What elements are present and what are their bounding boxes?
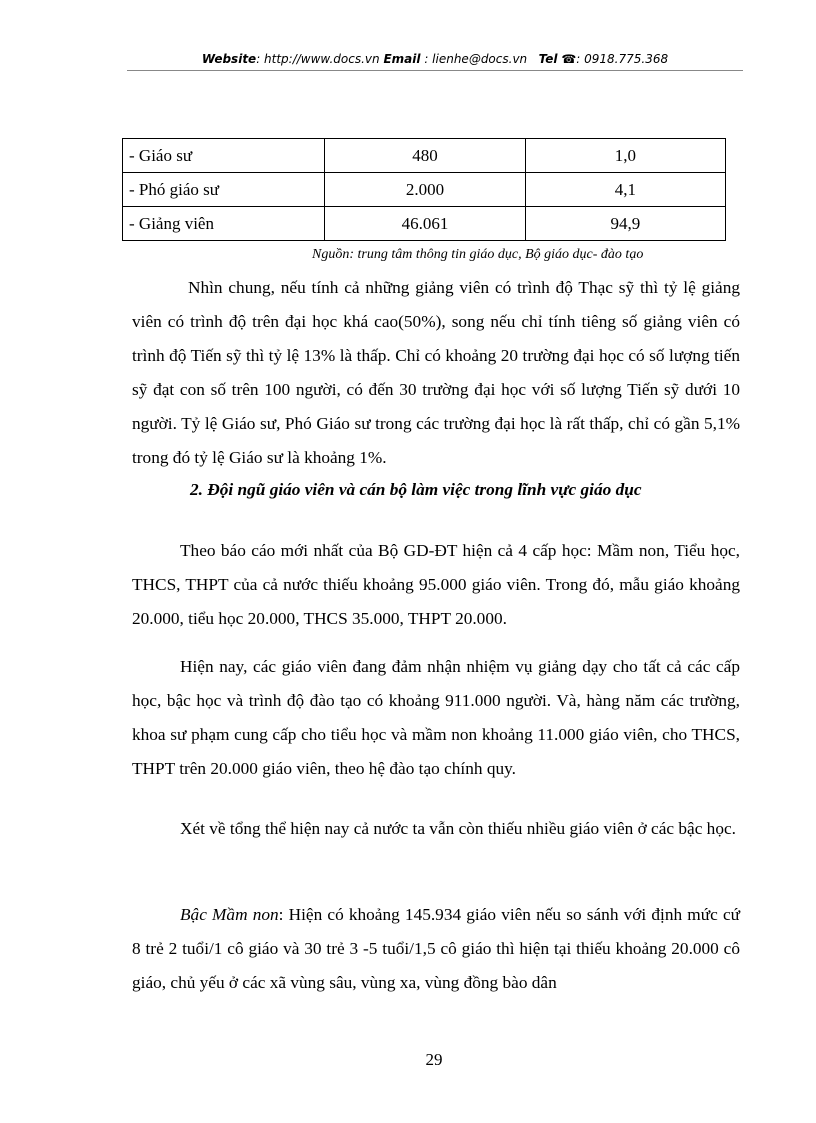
website-label: Website (201, 52, 257, 66)
email-value[interactable]: : lienhe@docs.vn (420, 52, 528, 66)
row-label: - Giáo sư (123, 139, 325, 173)
row-label: - Giảng viên (123, 207, 325, 241)
paragraph-current-teachers: Hiện nay, các giáo viên đang đảm nhận nhiệm vụ giảng dạy cho tất cả các cấp học, bậc học và trình độ đào tạo có khoảng 911.000 người. Và, hàng năm các trường, khoa sư phạm cung cấp cho tiểu học và mầm non khoảng 11.000 giáo viên, cho THCS, THPT trên 20.000 giáo viên, theo hệ đào tạo chính quy. (132, 657, 740, 778)
header-divider (127, 70, 743, 71)
website-value[interactable]: : http://www.docs.vn (256, 52, 380, 66)
row-percent: 1,0 (525, 139, 725, 173)
row-count: 480 (325, 139, 525, 173)
table-row (123, 207, 726, 241)
source-note: Nguồn: trung tâm thông tin giáo dục, Bộ giáo dục- đào tạo (312, 247, 644, 262)
table-row (123, 173, 726, 207)
preschool-lead: Bậc Mầm non (180, 905, 279, 924)
row-count: 2.000 (325, 173, 525, 207)
tel-label: Tel (538, 52, 558, 66)
paragraph-overall: Xét về tổng thể hiện nay cả nước ta vẫn còn thiếu nhiều giáo viên ở các bậc học. (180, 819, 736, 838)
table-row (123, 139, 726, 173)
row-label: - Phó giáo sư (123, 173, 325, 207)
tel-value: : 0918.775.368 (576, 52, 669, 66)
email-label: Email (383, 52, 421, 66)
staff-table (122, 138, 726, 241)
page-header (127, 50, 743, 68)
preschool-text: : Hiện có khoảng 145.934 giáo viên nếu so sánh với định mức cứ 8 trẻ 2 tuổi/1 cô giáo và 30 trẻ 3 -5 tuổi/1,5 cô giáo thì hiện tại thiếu khoảng 20.000 cô giáo, chủ yếu ở các xã vùng sâu, vùng xa, vùng đồng bào dân (132, 905, 740, 992)
paragraph-preschool (132, 898, 740, 1000)
section-heading: 2. Đội ngũ giáo viên và cán bộ làm việc trong lĩnh vực giáo dục (190, 480, 642, 499)
row-percent: 94,9 (525, 207, 725, 241)
page-number: 29 (425, 1050, 443, 1069)
row-percent: 4,1 (525, 173, 725, 207)
paragraph-summary: Nhìn chung, nếu tính cả những giảng viên có trình độ Thạc sỹ thì tỷ lệ giảng viên có trình độ trên đại học khá cao(50%), song nếu chỉ tính tiêng số giảng viên có trình độ Tiến sỹ thì tỷ lệ 13% là thấp. Chỉ có khoảng 20 trường đại học có số lượng tiến sỹ đạt con số trên 100 người, có đến 30 trường đại học với số lượng Tiến sỹ dưới 10 người. Tỷ lệ Giáo sư, Phó Giáo sư trong các trường đại học là rất thấp, chỉ có gần 5,1% trong đó tỷ lệ Giáo sư là khoảng 1%. (132, 278, 740, 467)
paragraph-report: Theo báo cáo mới nhất của Bộ GD-ĐT hiện cả 4 cấp học: Mầm non, Tiểu học, THCS, THPT của cả nước thiếu khoảng 95.000 giáo viên. Trong đó, mẫu giáo khoảng 20.000, tiểu học 20.000, THCS 35.000, THPT 20.000. (132, 541, 740, 628)
phone-icon: ☎ (561, 52, 577, 66)
row-count: 46.061 (325, 207, 525, 241)
